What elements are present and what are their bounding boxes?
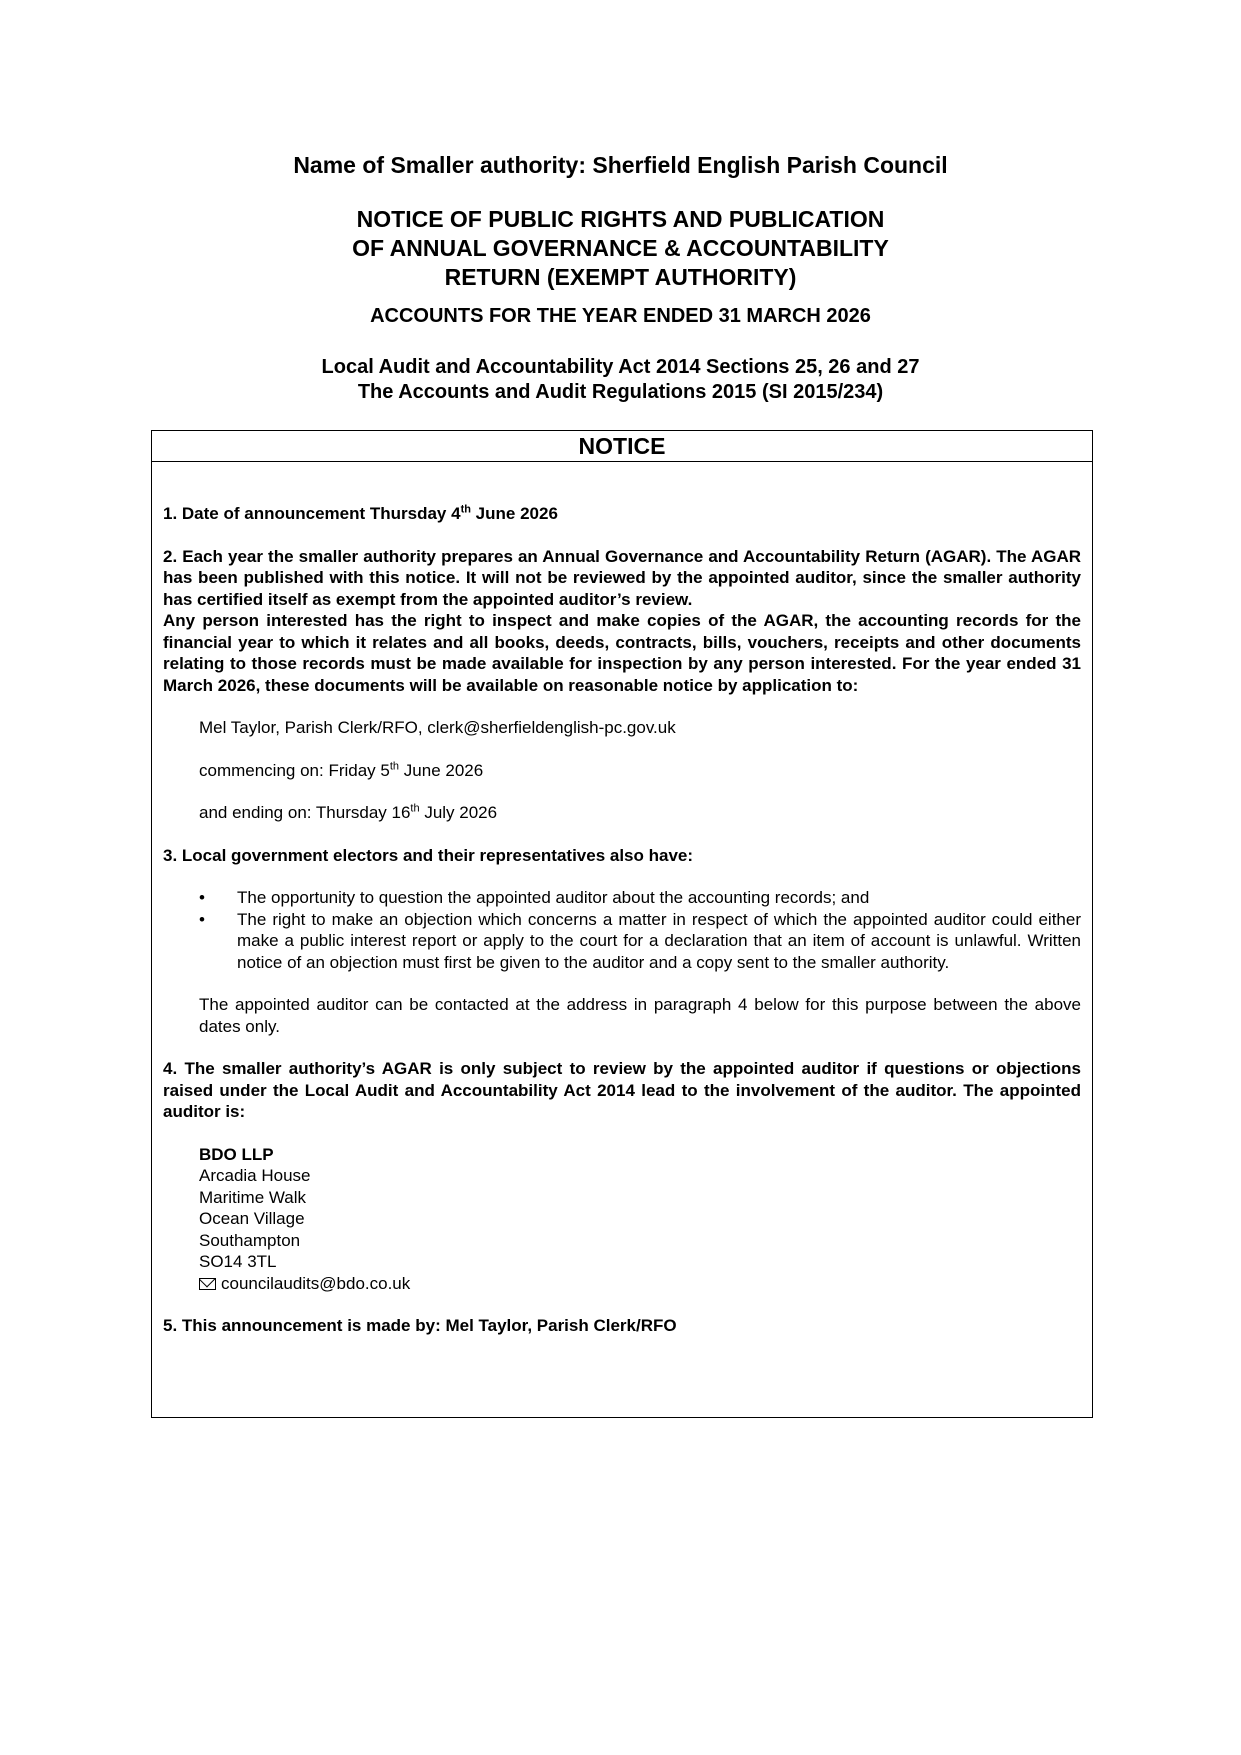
ordinal-suffix: th xyxy=(410,802,420,815)
list-item xyxy=(163,909,1081,974)
notice-title-line: OF ANNUAL GOVERNANCE & ACCOUNTABILITY xyxy=(352,235,889,261)
announcement-made-by: 5. This announcement is made by: Mel Taylor, Parish Clerk/RFO xyxy=(163,1316,677,1335)
auditor-email[interactable]: councilaudits@bdo.co.uk xyxy=(221,1273,411,1293)
auditor-name: BDO LLP xyxy=(199,1144,274,1164)
notice-title-line: NOTICE OF PUBLIC RIGHTS AND PUBLICATION xyxy=(356,206,885,232)
authority-name: Name of Smaller authority: Sherfield English Parish Council xyxy=(293,152,948,178)
agar-publication-paragraph: 2. Each year the smaller authority prepares an Annual Governance and Accountability Return (AGAR). The AGAR has been published with this notice. It will not be reviewed by the appointed auditor, since the smaller authority has certified itself as exempt from the appointed auditor’s review. xyxy=(163,546,1081,609)
address-line: SO14 3TL xyxy=(199,1252,277,1271)
electors-rights-heading: 3. Local government electors and their representatives also have: xyxy=(163,845,694,865)
notice-body xyxy=(163,503,1081,1358)
address-line: Arcadia House xyxy=(199,1166,311,1185)
notice-box xyxy=(151,430,1093,1418)
notice-title xyxy=(0,205,1241,292)
auditor-contact-note: The appointed auditor can be contacted at the address in paragraph 4 below for this purpose between the above dates only. xyxy=(199,995,1081,1036)
electors-rights-list xyxy=(163,887,1081,973)
auditor-address xyxy=(163,1144,1081,1295)
right-text: The opportunity to question the appointed auditor about the accounting records; and xyxy=(237,888,870,907)
announcement-date-text: June 2026 xyxy=(470,504,558,523)
announcement-date-text: 1. Date of announcement Thursday 4 xyxy=(163,504,461,523)
bullet-icon: • xyxy=(199,909,205,929)
contact-details: Mel Taylor, Parish Clerk/RFO, clerk@sherfieldenglish-pc.gov.uk xyxy=(199,718,676,737)
inspection-start-date xyxy=(163,760,1081,782)
ordinal-suffix: th xyxy=(389,759,400,772)
address-line: Maritime Walk xyxy=(199,1187,307,1207)
bullet-icon: • xyxy=(199,888,205,907)
envelope-icon xyxy=(199,1278,216,1290)
address-line: Southampton xyxy=(199,1230,301,1250)
notice-title-line: RETURN (EXEMPT AUTHORITY) xyxy=(444,264,797,290)
announcement-date xyxy=(163,503,1081,525)
inspection-end-date xyxy=(163,802,1081,824)
address-line: Ocean Village xyxy=(199,1209,305,1228)
inspection-rights-paragraph: Any person interested has the right to inspect and make copies of the AGAR, the accounting records for the financial year to which it relates and all books, deeds, contracts, bills, vouchers, receipts and other documents relating to those records must be made available for inspection by any person interested. For the year ended 31 March 2026, these documents will be available on reasonable notice by application to: xyxy=(163,611,1081,695)
right-text: The right to make an objection which concerns a matter in respect of which the appointed auditor could either make a public interest report or apply to the court for a declaration that an item of account is unlawful. Written notice of an objection must first be given to the auditor and a copy sent to the smaller authority. xyxy=(237,909,1081,972)
start-date-text: commencing on: Friday 5 xyxy=(199,760,390,780)
auditor-review-paragraph: 4. The smaller authority’s AGAR is only subject to review by the appointed auditor if questions or objections raised under the Local Audit and Accountability Act 2014 lead to the involvement of the auditor. The appointed auditor is: xyxy=(163,1059,1081,1121)
accounts-year-heading: ACCOUNTS FOR THE YEAR ENDED 31 MARCH 2026 xyxy=(370,305,871,327)
legislation-line: The Accounts and Audit Regulations 2015 (SI 2015/234) xyxy=(357,381,884,403)
end-date-text: and ending on: Thursday 16 xyxy=(199,803,411,822)
auditor-email-line xyxy=(199,1273,1081,1295)
legislation-references xyxy=(0,355,1241,405)
start-date-text: June 2026 xyxy=(399,760,484,780)
legislation-line: Local Audit and Accountability Act 2014 Sections 25, 26 and 27 xyxy=(321,356,920,378)
notice-heading: NOTICE xyxy=(152,431,1092,462)
list-item xyxy=(163,887,1081,909)
end-date-text: July 2026 xyxy=(419,803,498,822)
ordinal-suffix: th xyxy=(460,503,471,516)
